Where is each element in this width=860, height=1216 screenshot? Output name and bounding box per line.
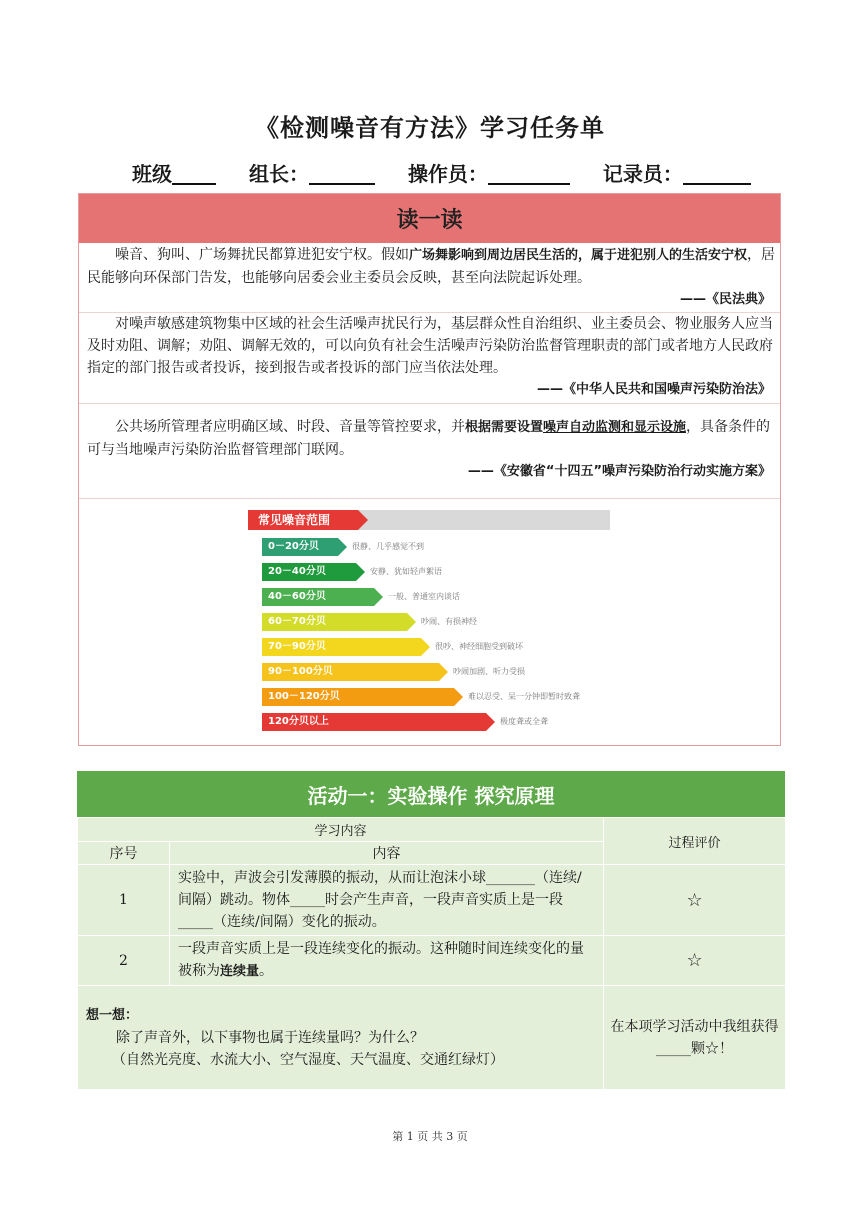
- p1-text-end: ，居民能够向环保部门告发，也能够向居委会业主委员会反映，甚至向法院起诉处理。: [87, 247, 776, 286]
- noise-level-desc: 吵闹加剧、听力受损: [453, 667, 525, 676]
- noise-level-bar: 70－90分贝: [262, 638, 421, 656]
- p3-bold-underlined: 噪声自动监测和显示设施: [543, 420, 687, 435]
- page-footer: 第 1 页 共 3 页: [392, 1130, 468, 1143]
- noise-level-desc: 极度聋或全聋: [500, 717, 548, 726]
- row-number: 2: [78, 936, 170, 986]
- p1-bold: 广场舞影响到周边居民生活的，属于进犯别人的生活安宁权: [409, 248, 748, 263]
- number-header: 序号: [78, 842, 170, 865]
- class-blank[interactable]: [172, 163, 216, 185]
- noise-level-bar: 60－70分贝: [262, 613, 407, 631]
- noise-level-desc: 很吵、神经细胞受到破坏: [435, 642, 523, 651]
- star-rating[interactable]: ☆: [604, 936, 786, 986]
- think-question: 除了声音外，以下事物也属于连续量吗？为什么？: [116, 1029, 424, 1046]
- think-row: [78, 986, 786, 1090]
- p1-text: 噪音、狗叫、广场舞扰民都算进犯安宁权。假如: [115, 247, 409, 263]
- activity-table: [77, 817, 786, 1090]
- p3-text-end: ，具备条件的可与当地噪声污染防治监督管理部门联网。: [87, 419, 771, 458]
- table-row: [78, 936, 786, 986]
- read-heading: 读一读: [79, 194, 780, 243]
- noise-level-bar: 100－120分贝: [262, 688, 454, 706]
- noise-level-bar: 120分贝以上: [262, 713, 486, 731]
- class-label: 班级: [132, 162, 172, 186]
- divider: [79, 498, 780, 499]
- noise-level-desc: 很静、几乎感觉不到: [352, 542, 424, 551]
- noise-range-chart: [248, 510, 610, 740]
- row-content-text: 一段声音实质上是一段连续变化的振动。这种随时间连续变化的量被称为: [178, 941, 584, 979]
- think-label: 想一想：: [86, 1007, 139, 1023]
- civil-code-paragraph: [87, 244, 775, 311]
- p2-text: 对噪声敏感建筑物集中区域的社会生活噪声扰民行为，基层群众性自治组织、业主委员会、物业服务人应当及时劝阻、调解；劝阻、调解无效的，可以向负有社会生活噪声污染防治监督管理职责的部门或者地方人民政府指定的部门报告或者投诉，接到报告或者投诉的部门应当依法处理。: [87, 316, 773, 376]
- think-section: [78, 986, 604, 1090]
- p3-bold: 根据需要设置: [465, 420, 544, 435]
- activity-heading: 活动一：实验操作 探究原理: [77, 771, 785, 817]
- noise-level-bar: 20－40分贝: [262, 563, 356, 581]
- noise-level-desc: 难以忍受、呆一分钟即暂时致聋: [468, 692, 580, 701]
- row-number: 1: [78, 865, 170, 936]
- operator-label: 操作员：: [407, 162, 488, 186]
- noise-level-desc: 安静、犹如轻声絮语: [370, 567, 442, 576]
- row-content-bold: 连续量: [220, 964, 260, 979]
- operator-blank[interactable]: [488, 163, 570, 185]
- row-content: [170, 936, 604, 986]
- star-rating[interactable]: ☆: [604, 865, 786, 936]
- leader-label: 组长：: [248, 162, 309, 186]
- think-items: （自然光亮度、水流大小、空气湿度、天气温度、交通红绿灯）: [112, 1051, 504, 1068]
- divider: [79, 403, 780, 404]
- table-row: [78, 865, 786, 936]
- noise-level-bar: 0－20分贝: [262, 538, 338, 556]
- p1-source: ——《民法典》: [679, 292, 771, 307]
- p3-source: ——《安徽省“十四五”噪声污染防治行动实施方案》: [467, 464, 771, 479]
- noise-chart-title: 常见噪音范围: [248, 510, 358, 530]
- noise-level-desc: 吵闹、有损神经: [421, 617, 477, 626]
- row-content[interactable]: 实验中，声波会引发薄膜的振动，从而让泡沫小球_______（连续/间隔）跳动。物体_____时会产生声音，一段声音实质上是一段_____（连续/间隔）变化的振动。: [170, 865, 604, 936]
- p3-text: 公共场所管理者应明确区域、时段、音量等管控要求，并: [115, 419, 465, 435]
- recorder-label: 记录员：: [602, 162, 683, 186]
- noise-level-bar: 40－60分贝: [262, 588, 374, 606]
- row-content-end: 。: [259, 963, 274, 979]
- noise-law-paragraph: [87, 313, 775, 401]
- noise-level-desc: 一般、普通室内谈话: [388, 592, 460, 601]
- group-info-row: [132, 158, 772, 187]
- evaluation-header: 过程评价: [604, 818, 786, 865]
- activity-one: [77, 771, 785, 1090]
- leader-blank[interactable]: [309, 163, 375, 185]
- recorder-blank[interactable]: [683, 163, 751, 185]
- study-content-header: 学习内容: [78, 818, 604, 842]
- p2-source: ——《中华人民共和国噪声污染防治法》: [536, 382, 771, 397]
- anhui-plan-paragraph: [87, 416, 775, 483]
- content-header: 内容: [170, 842, 604, 865]
- noise-level-bar: 90－100分贝: [262, 663, 439, 681]
- group-gain[interactable]: 在本项学习活动中我组获得_____颗☆！: [604, 986, 786, 1090]
- page-title: 《检测噪音有方法》学习任务单: [255, 114, 605, 142]
